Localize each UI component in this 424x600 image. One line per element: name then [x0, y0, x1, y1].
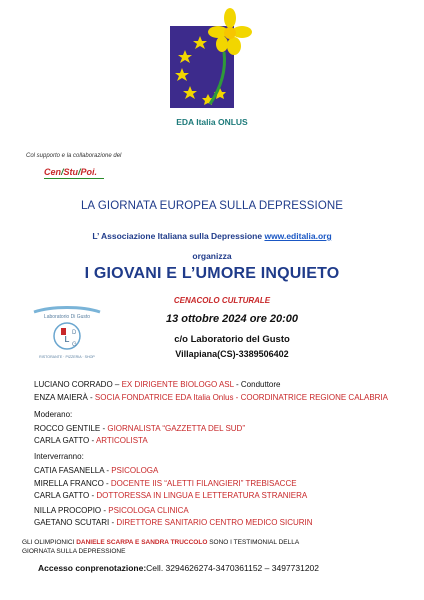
- person-name: CARLA GATTO: [34, 491, 90, 500]
- conductor-row: LUCIANO CORRADO – EX DIRIGENTE BIOLOGO ASL - Conduttore: [34, 380, 281, 389]
- event-title: I GIOVANI E L’UMORE INQUIETO: [84, 265, 340, 282]
- censtupoi-part1: Cen: [44, 167, 62, 177]
- person-role: PSICOLOGA CLINICA: [108, 506, 189, 515]
- support-text: Col supporto e la collaborazione del: [26, 153, 122, 159]
- person-role: DIRETTORE SANITARIO CENTRO MEDICO SICURIN: [116, 518, 313, 527]
- event-venue: c/o Laboratorio del Gusto: [174, 334, 290, 345]
- access-phones: Cell. 3294626274-3470361152 – 3497731202: [146, 563, 320, 573]
- speaker-row: NILLA PROCOPIO - PSICOLOGA CLINICA: [34, 506, 189, 515]
- censtupoi-underline: [44, 178, 104, 179]
- person-name: NILLA PROCOPIO: [34, 506, 102, 515]
- person-name: ROCCO GENTILE: [34, 424, 101, 433]
- event-place: [0, 349, 424, 359]
- person-name: LUCIANO CORRADO: [34, 380, 113, 389]
- speaker-row: CATIA FASANELLA - PSICOLOGA: [34, 466, 159, 475]
- testimonial-names: DANIELE SCARPA E SANDRA TRUCCOLO: [76, 539, 208, 546]
- access-info: [38, 563, 319, 573]
- person-role: PSICOLOGA: [111, 466, 159, 475]
- testimonial-line2: GIORNATA SULLA DEPRESSIONE: [22, 548, 126, 555]
- svg-text:D: D: [72, 330, 77, 336]
- censtupoi-part3: Poi.: [80, 167, 98, 177]
- person-role: DOTTORESSA IN LINGUA E LETTERATURA STRANIERA: [96, 491, 308, 500]
- organizza-text: organizza: [192, 251, 232, 261]
- svg-text:G: G: [72, 342, 77, 348]
- conductor-suffix: - Conduttore: [236, 380, 281, 389]
- event-heading: LA GIORNATA EUROPEA SULLA DEPRESSIONE: [80, 200, 344, 212]
- event-phone: -3389506402: [235, 349, 289, 359]
- website-link[interactable]: www.editalia.org: [264, 231, 332, 241]
- person-role: DOCENTE IIS “ALETTI FILANGIERI” TREBISACCE: [110, 479, 297, 488]
- speaker-row: MIRELLA FRANCO - DOCENTE IIS “ALETTI FILANGIERI” TREBISACCE: [34, 479, 297, 488]
- person-role: GIORNALISTA “GAZZETTA DEL SUD”: [107, 424, 245, 433]
- person-role: SOCIA FONDATRICE EDA Italia Onlus - COORDINATRICE REGIONE CALABRIA: [94, 393, 388, 402]
- testimonial-suffix: SONO I TESTIMONIAL DELLA: [209, 539, 300, 546]
- person-name: CATIA FASANELLA: [34, 466, 105, 475]
- moderano-label: Moderano:: [34, 410, 73, 419]
- person-role: EX DIRIGENTE BIOLOGO ASL: [121, 380, 234, 389]
- person-role: ARTICOLISTA: [95, 436, 148, 445]
- eda-italia-logo: [170, 8, 252, 108]
- event-date: 13 ottobre 2024 ore 20:00: [165, 313, 299, 325]
- svg-text:L: L: [64, 335, 70, 344]
- intro-speaker-row: ENZA MAIERÀ - SOCIA FONDATRICE EDA Italia Onlus - COORDINATRICE REGIONE CALABRIA: [34, 393, 388, 402]
- speaker-row: CARLA GATTO - DOTTORESSA IN LINGUA E LETTERATURA STRANIERA: [34, 491, 308, 500]
- event-type: CENACOLO CULTURALE: [173, 296, 271, 305]
- person-name: GAETANO SCUTARI: [34, 518, 110, 527]
- access-label: Accesso conprenotazione:: [38, 563, 147, 573]
- moderator-row: CARLA GATTO - ARTICOLISTA: [34, 436, 148, 445]
- censtupoi-logo: Cen/Stu/Poi.: [44, 167, 98, 177]
- person-name: ENZA MAIERÀ: [34, 393, 88, 402]
- event-place-name: Villapiana(CS): [175, 349, 236, 359]
- censtupoi-part2: Stu: [63, 167, 79, 177]
- lab-logo-bottom-text: RISTORANTE · PIZZERIA · SHOP: [39, 355, 95, 359]
- logo-caption: EDA Italia ONLUS: [176, 117, 248, 127]
- moderator-row: ROCCO GENTILE - GIORNALISTA “GAZZETTA DEL SUD”: [34, 424, 245, 433]
- testimonial-prefix: GLI OLIMPIONICI: [22, 539, 75, 546]
- lab-logo-top-text: Laboratorio Di Gusto: [43, 314, 91, 320]
- person-name: CARLA GATTO: [34, 436, 90, 445]
- person-name: MIRELLA FRANCO: [34, 479, 104, 488]
- association-name: L’ Associazione Italiana sulla Depressione: [92, 231, 263, 241]
- association-line: [0, 231, 424, 241]
- testimonial-note: [22, 538, 299, 556]
- speaker-row: GAETANO SCUTARI - DIRETTORE SANITARIO CENTRO MEDICO SICURIN: [34, 518, 313, 527]
- interverranno-label: Interverranno:: [34, 452, 84, 461]
